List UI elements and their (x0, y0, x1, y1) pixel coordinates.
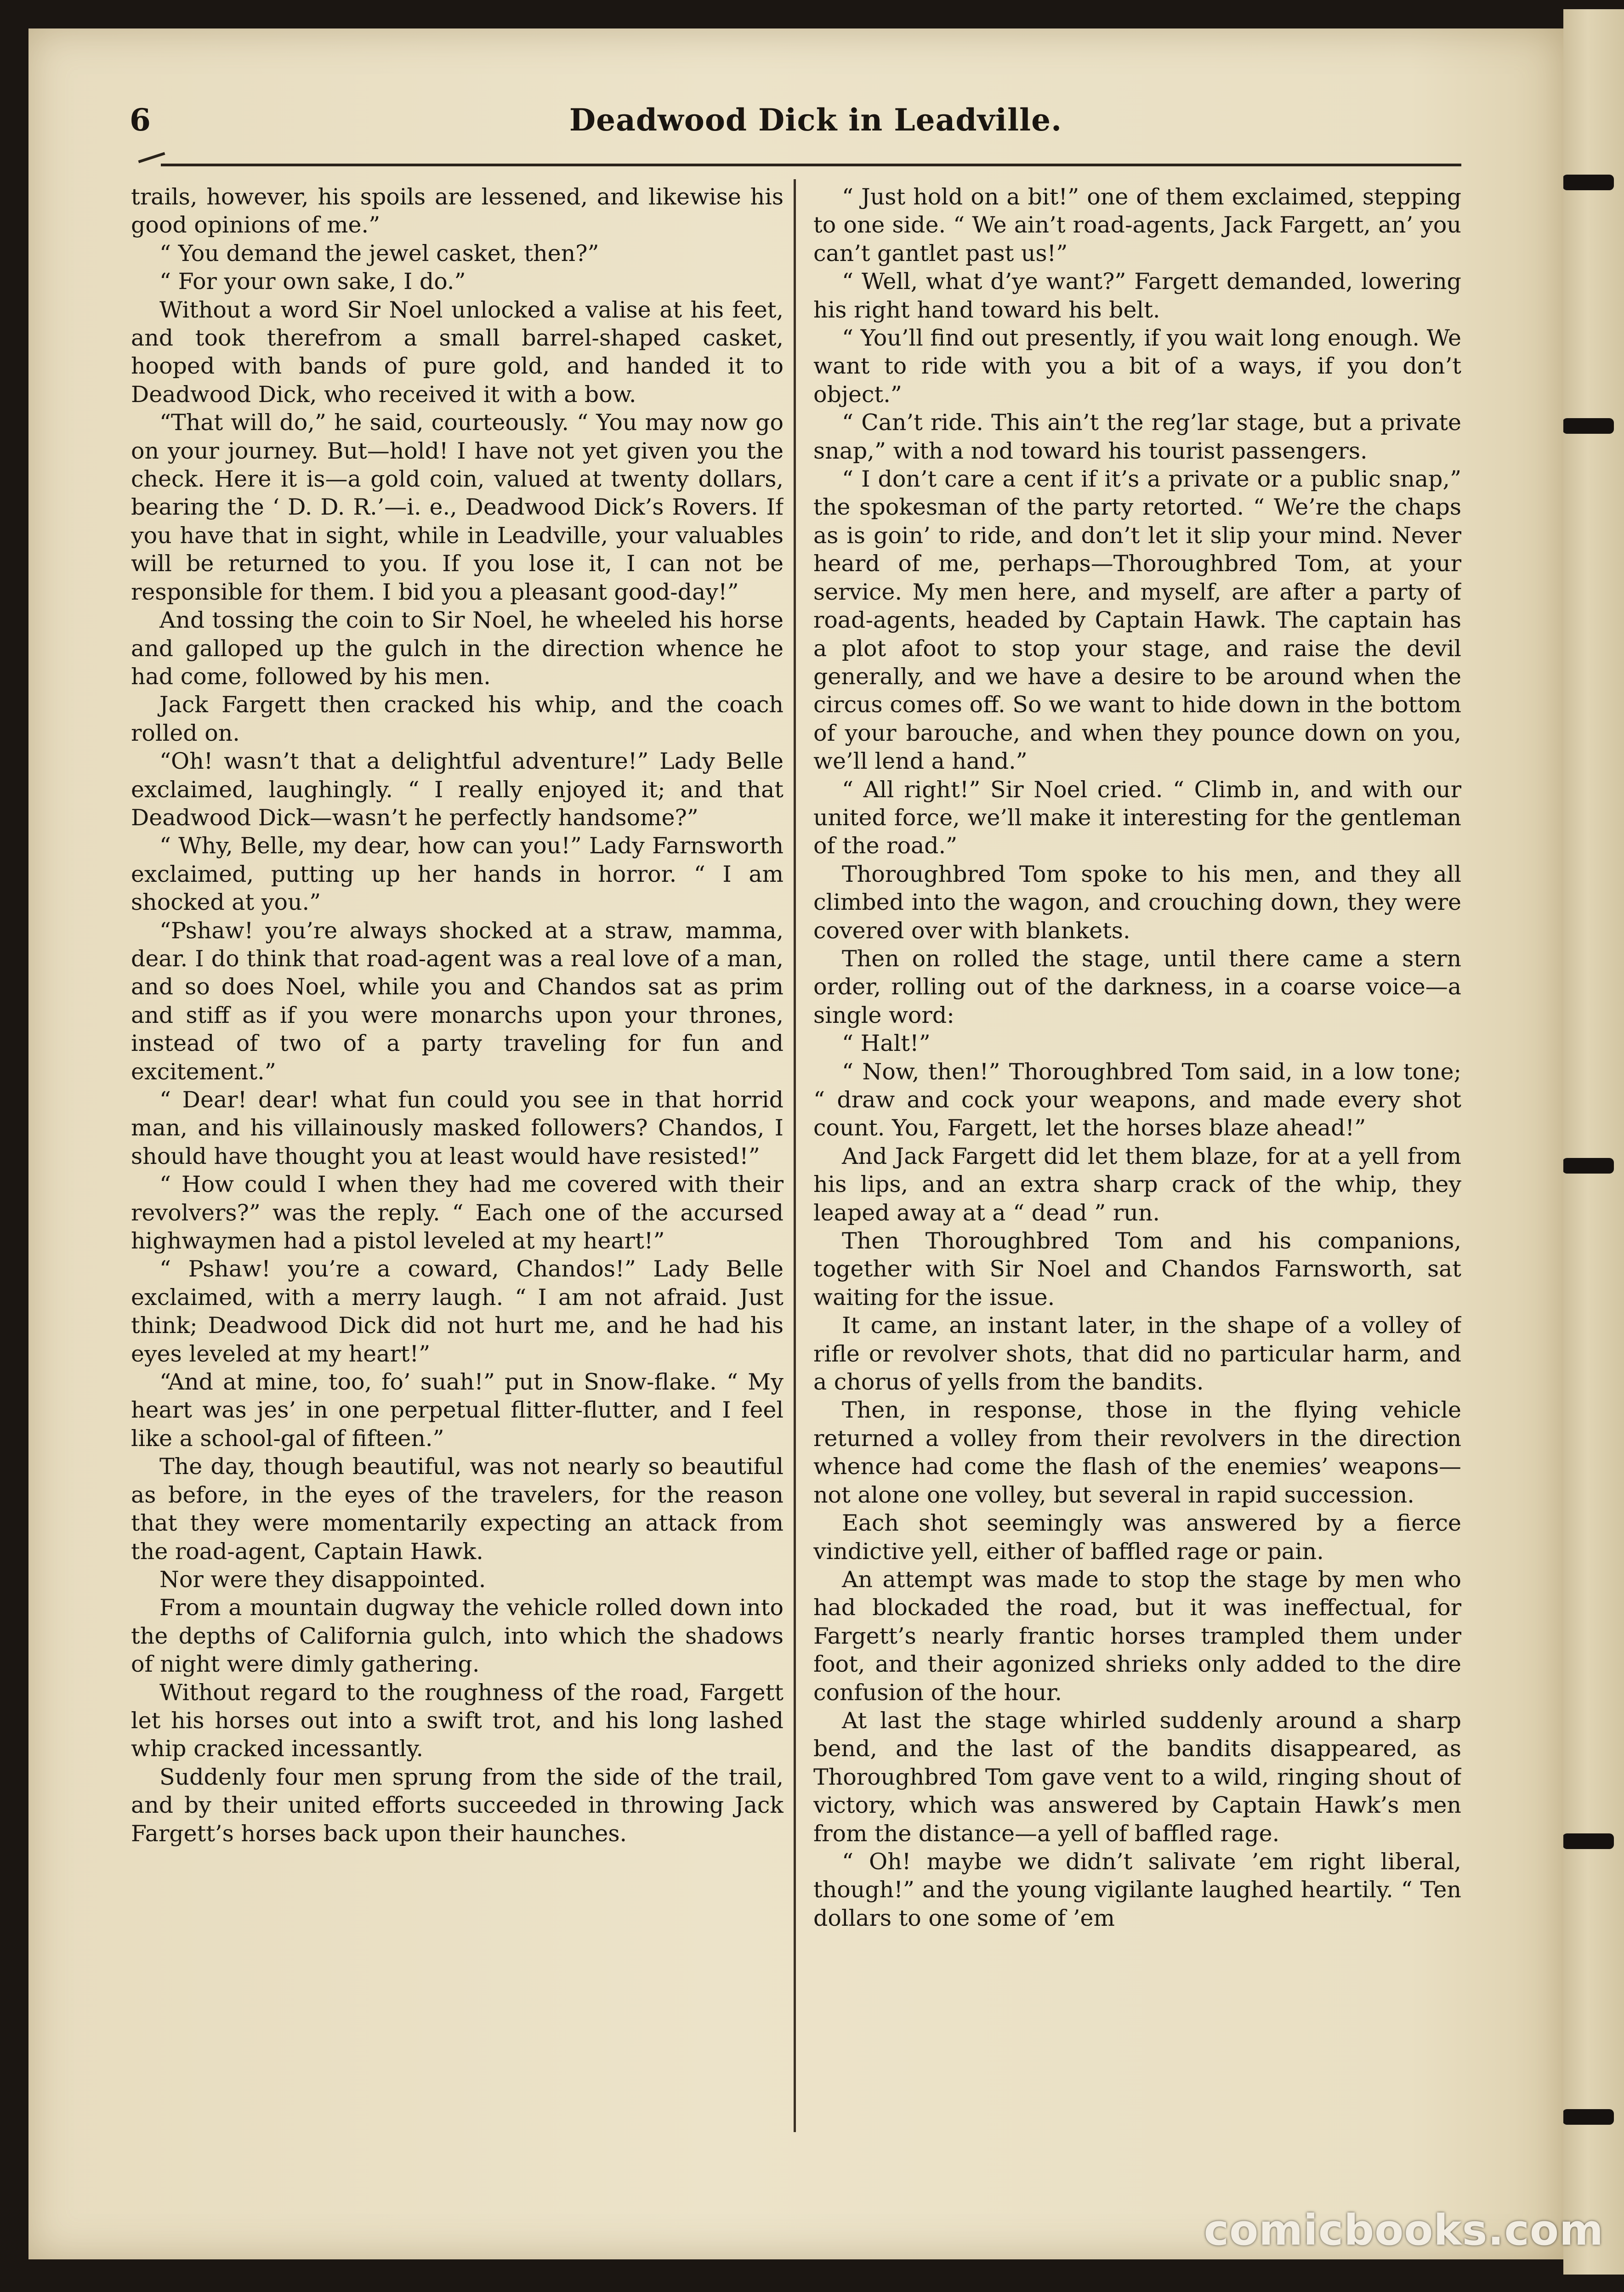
binding-tab (1562, 1833, 1614, 1849)
paragraph: It came, an instant later, in the shape of a volley of rifle or revolver shots, that did no particular harm, and a chorus of yells from the bandits. (813, 1312, 1461, 1396)
paragraph: “ Dear! dear! what fun could you see in that horrid man, and his villainously masked followers? Chandos, I should have thought you at least would have resisted!” (131, 1087, 784, 1169)
paragraph: Without a word Sir Noel unlocked a valise at his feet, and took therefrom a small barrel-shaped casket, hooped with bands of pure gold, and handed it to Deadwood Dick, who received it with a bow. (131, 296, 784, 408)
paragraph: Nor were they disappointed. (159, 1566, 486, 1593)
paragraph: “ All right!” Sir Noel cried. “ Climb in, and with our united force, we’ll make it interesting for the gentleman of the road.” (813, 776, 1461, 859)
paragraph: “ Oh! maybe we didn’t salivate ’em right liberal, though!” and the young vigilante laughed heartily. “ Ten dollars to one some of ’em (813, 1848, 1461, 1931)
paragraph: Jack Fargett then cracked his whip, and the coach rolled on. (131, 692, 784, 746)
paragraph: “Pshaw! you’re always shocked at a straw, mamma, dear. I do think that road-agent was a real love of a man, and so does Noel, while you and Chandos sat as prim and stiff as if you were monarchs upon your thrones, instead of two of a party traveling for fun and excitement.” (131, 917, 784, 1085)
header-rule (161, 164, 1461, 166)
paragraph: At last the stage whirled suddenly around a sharp bend, and the last of the bandits disappeared, as Thoroughbred Tom gave vent to a wild, ringing shout of victory, which was answered by Captain Hawk’s men from the distance—a yell of baffled rage. (813, 1707, 1461, 1847)
paragraph: From a mountain dugway the vehicle rolled down into the depths of California gulch, into which the shadows of night were dimly gathering. (131, 1594, 784, 1678)
paragraph: “ You demand the jewel casket, then?” (159, 240, 599, 267)
watermark: comicbooks.com (1204, 2206, 1604, 2255)
paragraph: “ Now, then!” Thoroughbred Tom said, in a low tone; “ draw and cock your weapons, and made every shot count. You, Fargett, let the horses blaze ahead!” (813, 1058, 1461, 1141)
paragraph: “ For your own sake, I do.” (159, 268, 466, 295)
paragraph: “ Pshaw! you’re a coward, Chandos!” Lady Belle exclaimed, with a merry laugh. “ I am not afraid. Just think; Deadwood Dick did not hurt me, and he had his eyes leveled at my heart!” (131, 1256, 784, 1367)
binding-tab (1562, 2109, 1614, 2125)
text-column-right (813, 183, 1461, 2136)
paragraph: “And at mine, too, fo’ suah!” put in Snow-flake. “ My heart was jes’ in one perpetual flitter-flutter, and I feel like a school-gal of fifteen.” (131, 1369, 784, 1452)
paragraph: And Jack Fargett did let them blaze, for at a yell from his lips, and an extra sharp crack of the whip, they leaped away at a “ dead ” run. (813, 1143, 1461, 1226)
paragraph: “That will do,” he said, courteously. “ You may now go on your journey. But—hold! I have not yet given you the check. Here it is—a gold coin, valued at twenty dollars, bearing the ‘ D. D. R.’—i. e., Deadwood Dick’s Rovers. If you have that in sight, while in Leadville, your valuables will be returned to you. If you lose it, I can not be responsible for them. I bid you a pleasant good-day!” (131, 409, 784, 605)
paragraph: “ Halt!” (842, 1030, 931, 1057)
paragraph: “ Just hold on a bit!” one of them exclaimed, stepping to one side. “ We ain’t road-agents, Jack Fargett, an’ you can’t gantlet past us!” (813, 184, 1461, 267)
paragraph: Each shot seemingly was answered by a fierce vindictive yell, either of baffled rage or pain. (813, 1510, 1461, 1565)
paragraph: “ Why, Belle, my dear, how can you!” Lady Farnsworth exclaimed, putting up her hands in horror. “ I am shocked at you.” (131, 833, 784, 916)
page-fold-edge (1563, 9, 1624, 2275)
paragraph: Then Thoroughbred Tom and his companions, together with Sir Noel and Chandos Farnsworth, sat waiting for the issue. (813, 1228, 1461, 1311)
paragraph: Then, in response, those in the flying vehicle returned a volley from their revolvers in the direction whence had come the flash of the enemies’ weapons—not alone one volley, but several in rapid succession. (813, 1397, 1461, 1508)
binding-tab (1562, 1158, 1614, 1174)
paragraph: Without regard to the roughness of the road, Fargett let his horses out into a swift trot, and his long lashed whip cracked incessantly. (131, 1679, 784, 1762)
paragraph: “ I don’t care a cent if it’s a private or a public snap,” the spokesman of the party retorted. “ We’re the chaps as is goin’ to ride, and don’t let it slip your mind. Never heard of me, perhaps—Thoroughbred Tom, at your service. My men here, and myself, are after a party of road-agents, headed by Captain Hawk. The captain has a plot afoot to stop your stage, and raise the devil generally, and we have a desire to be around when the circus comes off. So we want to hide down in the bottom of your barouche, and when they pounce down on you, we’ll lend a hand.” (813, 466, 1461, 775)
page-number: 6 (130, 102, 151, 138)
paragraph: And tossing the coin to Sir Noel, he wheeled his horse and galloped up the gulch in the direction whence he had come, followed by his men. (131, 607, 784, 690)
running-title: Deadwood Dick in Leadville. (569, 102, 1062, 138)
paragraph: “ How could I when they had me covered with their revolvers?” was the reply. “ Each one of the accursed highwaymen had a pistol leveled at my heart!” (131, 1171, 784, 1254)
binding-tab (1562, 418, 1614, 434)
paragraph: An attempt was made to stop the stage by men who had blockaded the road, but it was ineffectual, for Fargett’s nearly frantic horses trampled them under foot, and their agonized shrieks only added to the dire confusion of the hour. (813, 1566, 1461, 1706)
paragraph: Then on rolled the stage, until there came a stern order, rolling out of the darkness, in a coarse voice—a single word: (813, 945, 1461, 1028)
binding-tab (1562, 175, 1614, 190)
text-column-left (131, 183, 784, 2136)
column-divider (794, 179, 796, 2132)
paragraph: Thoroughbred Tom spoke to his men, and they all climbed into the wagon, and crouching down, they were covered over with blankets. (813, 861, 1461, 944)
paragraph: trails, however, his spoils are lessened, and likewise his good opinions of me.” (131, 184, 784, 238)
paragraph: The day, though beautiful, was not nearly so beautiful as before, in the eyes of the travelers, for the reason that they were momentarily expecting an attack from the road-agent, Captain Hawk. (131, 1453, 784, 1565)
paragraph: Suddenly four men sprung from the side of the trail, and by their united efforts succeeded in throwing Jack Fargett’s horses back upon their haunches. (131, 1764, 784, 1847)
paragraph: “Oh! wasn’t that a delightful adventure!” Lady Belle exclaimed, laughingly. “ I really enjoyed it; and that Deadwood Dick—wasn’t he perfectly handsome?” (131, 748, 784, 831)
paragraph: “ You’ll find out presently, if you wait long enough. We want to ride with you a bit of a ways, if you don’t object.” (813, 325, 1461, 408)
paragraph: “ Can’t ride. This ain’t the reg’lar stage, but a private snap,” with a nod toward his tourist passengers. (813, 409, 1461, 464)
paragraph: “ Well, what d’ye want?” Fargett demanded, lowering his right hand toward his belt. (813, 268, 1461, 323)
